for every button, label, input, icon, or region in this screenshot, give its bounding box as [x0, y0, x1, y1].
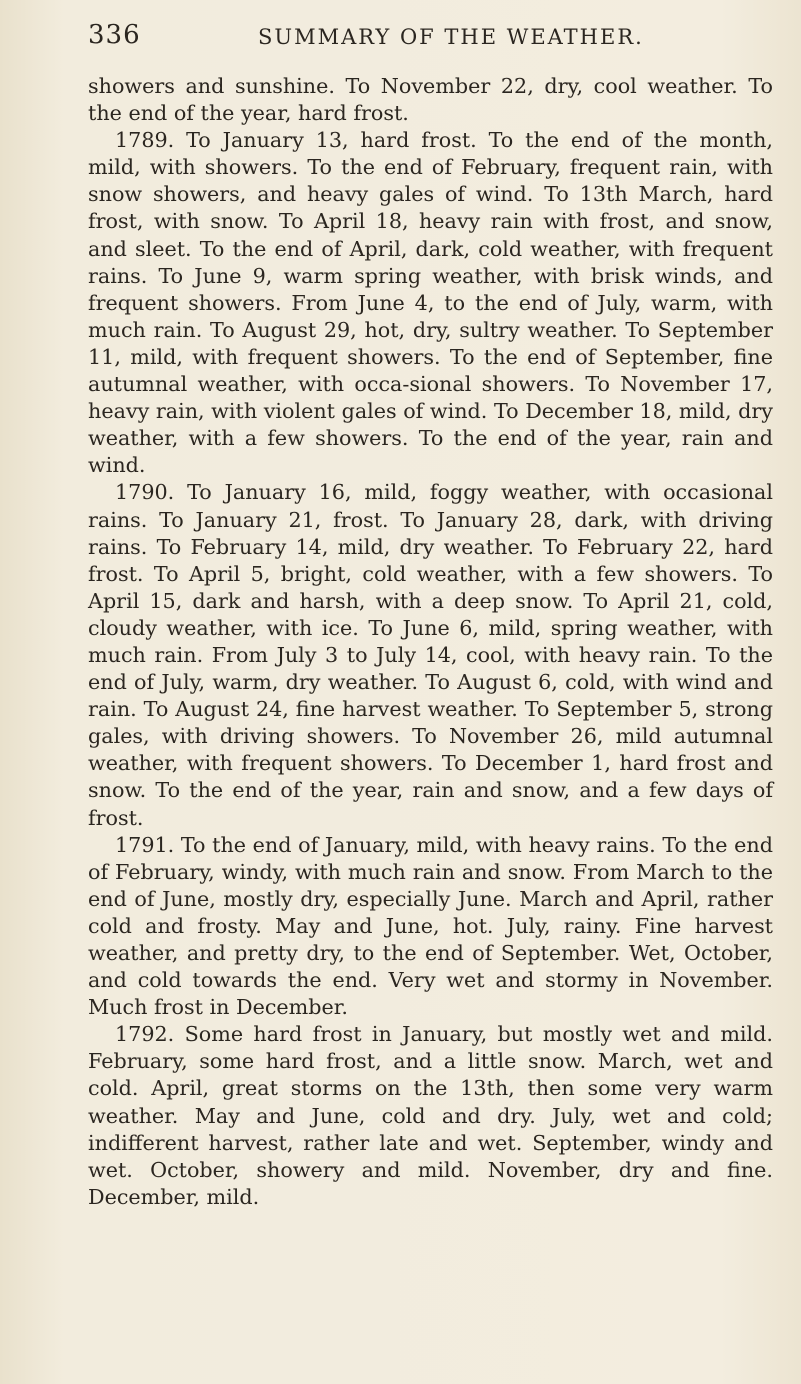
paragraph-1789: 1789. To January 13, hard frost. To the end of the month, mild, with showers. To the end of February, frequent rain, with snow showers, and heavy gales of wind. To 13th March, hard frost, with snow. To April 18, heavy rain with frost, and snow, and sleet. To the end of April, dark, cold weather, with frequent rains. To June 9, warm spring weather, with brisk winds, and frequent showers. From June 4, to the end of July, warm, with much rain. To August 29, hot, dry, sultry weather. To September 11, mild, with frequent showers. To the end of September, fine autumnal weather, with occa-sional showers. To November 17, heavy rain, with violent gales of wind. To December 18, mild, dry weather, with a few showers. To the end of the year, rain and wind.: [88, 128, 773, 478]
paragraph-continuation: showers and sunshine. To November 22, dry, cool weather. To the end of the year, hard frost.: [88, 74, 773, 126]
page-number: 336: [88, 20, 141, 50]
paragraph-1791: 1791. To the end of January, mild, with heavy rains. To the end of February, windy, with much rain and snow. From March to the end of June, mostly dry, especially June. March and April, rather cold and frosty. May and June, hot. July, rainy. Fine harvest weather, and pretty dry, to the end of September. Wet, October, and cold towards the end. Very wet and stormy in November. Much frost in December.: [88, 832, 773, 1020]
paragraph-1790: 1790. To January 16, mild, foggy weather, with occasional rains. To January 21, frost. To January 28, dark, with driving rains. To February 14, mild, dry weather. To February 22, hard frost. To April 5, bright, cold weather, with a few showers. To April 15, dark and harsh, with a deep snow. To April 21, cold, cloudy weather, with ice. To June 6, mild, spring weather, with much rain. From July 3 to July 14, cool, with heavy rain. To the end of July, warm, dry weather. To August 6, cold, with wind and rain. To August 24, fine harvest weather. To September 5, strong gales, with driving showers. To November 26, mild autumnal weather, with frequent showers. To December 1, hard frost and snow. To the end of the year, rain and snow, and a few days of frost.: [88, 480, 773, 830]
running-title: SUMMARY OF THE WEATHER.: [258, 25, 644, 49]
running-head: [88, 0, 773, 58]
body-text: [88, 73, 773, 1211]
paragraph-1792: 1792. Some hard frost in January, but mostly wet and mild. February, some hard frost, and a little snow. March, wet and cold. April, great storms on the 13th, then some very warm weather. May and June, cold and dry. July, wet and cold; indifferent harvest, rather late and wet. September, windy and wet. October, showery and mild. November, dry and fine. December, mild.: [88, 1022, 773, 1209]
